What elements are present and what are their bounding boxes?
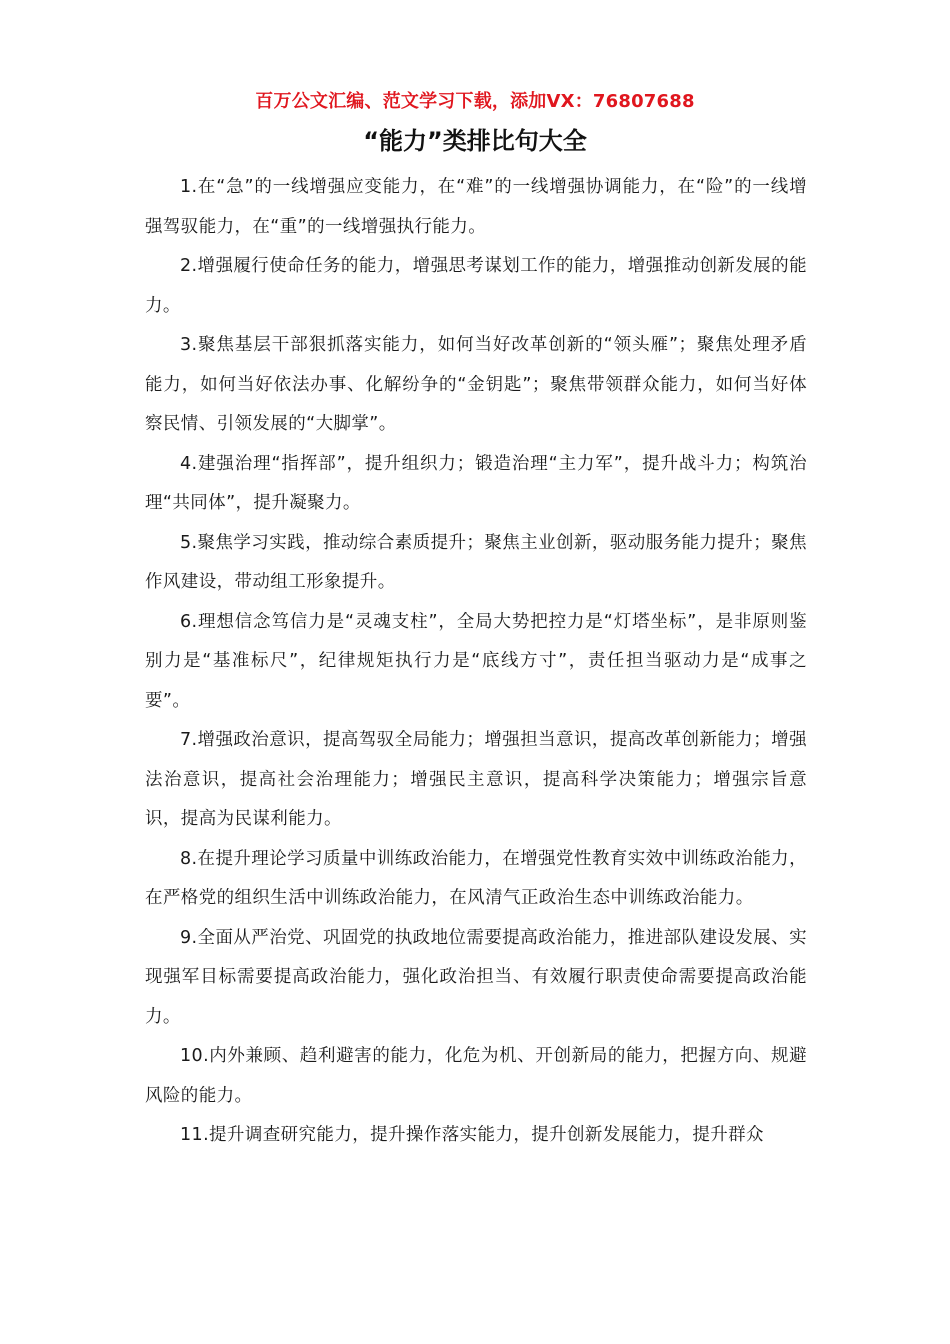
paragraph-number: 4. (180, 453, 198, 474)
paragraph (145, 919, 807, 1038)
page-title: “能力”类排比句大全 (363, 127, 587, 155)
paragraph-text: 聚焦学习实践，推动综合素质提升；聚焦主业创新，驱动服务能力提升；聚焦作风建设，带动组工形象提升。 (145, 532, 807, 592)
paragraph-text: 在“急”的一线增强应变能力，在“难”的一线增强协调能力，在“险”的一线增强驾驭能力，在“重”的一线增强执行能力。 (145, 177, 807, 237)
paragraph (145, 1116, 807, 1156)
paragraph-text: 提升调查研究能力，提升操作落实能力，提升创新发展能力，提升群众 (209, 1125, 764, 1145)
paragraph (145, 445, 807, 524)
paragraph-text: 全面从严治党、巩固党的执政地位需要提高政治能力，推进部队建设发展、实现强军目标需要提高政治能力，强化政治担当、有效履行职责使命需要提高政治能力。 (145, 927, 807, 1027)
paragraph-text: 聚焦基层干部狠抓落实能力，如何当好改革创新的“领头雁”；聚焦处理矛盾能力，如何当好依法办事、化解纷争的“金钥匙”；聚焦带领群众能力，如何当好体察民情、引领发展的“大脚掌”。 (145, 335, 807, 434)
paragraph (145, 247, 807, 326)
paragraph-number: 10. (180, 1046, 210, 1066)
paragraph-number: 6. (180, 611, 198, 632)
paragraph (145, 326, 807, 445)
paragraph-text: 增强政治意识，提高驾驭全局能力；增强担当意识，提高改革创新能力；增强法治意识，提高社会治理能力；增强民主意识，提高科学决策能力；增强宗旨意识，提高为民谋利能力。 (145, 730, 807, 829)
paragraph-number: 11. (180, 1125, 210, 1145)
paragraph-number: 9. (180, 927, 198, 948)
paragraph (145, 603, 807, 722)
paragraph-number: 1. (180, 177, 198, 197)
paragraph-number: 8. (180, 848, 198, 869)
document-body (145, 168, 807, 1156)
paragraph-number: 7. (180, 730, 198, 750)
paragraph-number: 3. (180, 335, 198, 355)
paragraph-text: 理想信念笃信力是“灵魂支柱”，全局大势把控力是“灯塔坐标”，是非原则鉴别力是“基准标尺”，纪律规矩执行力是“底线方寸”，责任担当驱动力是“成事之要”。 (145, 611, 807, 711)
paragraph-text: 建强治理“指挥部”，提升组织力；锻造治理“主力军”，提升战斗力；构筑治理“共同体”，提升凝聚力。 (145, 453, 807, 513)
paragraph (145, 1037, 807, 1116)
paragraph-text: 在提升理论学习质量中训练政治能力，在增强党性教育实效中训练政治能力，在严格党的组织生活中训练政治能力，在风清气正政治生态中训练政治能力。 (145, 848, 807, 908)
paragraph-number: 5. (180, 532, 198, 553)
paragraph (145, 721, 807, 840)
paragraph-text: 增强履行使命任务的能力，增强思考谋划工作的能力，增强推动创新发展的能力。 (145, 256, 807, 316)
paragraph-number: 2. (180, 256, 198, 276)
paragraph-text: 内外兼顾、趋利避害的能力，化危为机、开创新局的能力，把握方向、规避风险的能力。 (145, 1046, 807, 1106)
promo-banner: 百万公文汇编、范文学习下载，添加VX：76807688 (255, 91, 695, 112)
paragraph (145, 524, 807, 603)
paragraph (145, 840, 807, 919)
paragraph (145, 168, 807, 247)
